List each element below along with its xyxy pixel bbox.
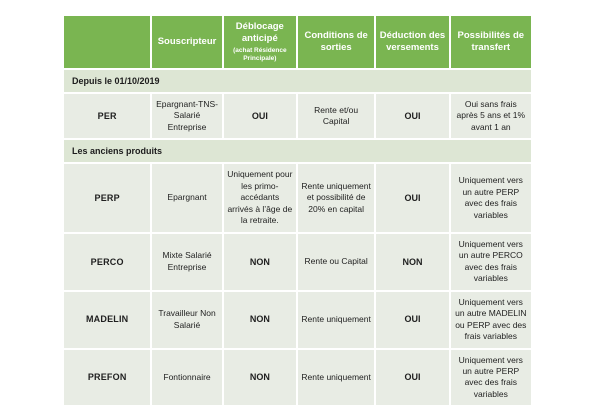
table-row [64, 94, 531, 138]
cell-product-name: PER [64, 94, 150, 138]
cell-early-release: NON [224, 292, 296, 348]
section-title: Depuis le 01/10/2019 [64, 70, 531, 92]
cell-early-release: NON [224, 350, 296, 406]
cell-early-release: NON [224, 234, 296, 290]
cell-subscriber: Travailleur Non Salarié [152, 292, 221, 348]
section-divider-row [64, 70, 531, 92]
cell-product-name: MADELIN [64, 292, 150, 348]
cell-exit-conditions: Rente uniquement et possibilité de 20% en capital [298, 164, 374, 231]
cell-exit-conditions: Rente ou Capital [298, 234, 374, 290]
column-header-transfer-options: Possibilités de transfert [451, 16, 531, 68]
section-title: Les anciens produits [64, 140, 531, 162]
column-header-payment-deduction: Déduction des versements [376, 16, 448, 68]
column-header-subscriber: Souscripteur [152, 16, 221, 68]
table-body [64, 70, 531, 405]
cell-transfer-options: Uniquement vers un autre PERP avec des frais variables [451, 350, 531, 406]
cell-subscriber: Mixte Salarié Entreprise [152, 234, 221, 290]
table-row [64, 164, 531, 231]
cell-payment-deduction: OUI [376, 292, 448, 348]
cell-product-name: PERCO [64, 234, 150, 290]
header-row [64, 16, 531, 68]
cell-subscriber: Fontionnaire [152, 350, 221, 406]
column-header-exit-conditions: Conditions de sorties [298, 16, 374, 68]
cell-payment-deduction: OUI [376, 164, 448, 231]
section-divider-row [64, 140, 531, 162]
table-row [64, 234, 531, 290]
cell-exit-conditions: Rente et/ou Capital [298, 94, 374, 138]
cell-product-name: PERP [64, 164, 150, 231]
table-row [64, 350, 531, 406]
cell-early-release: Uniquement pour les primo-accédants arrivés à l’âge de la retraite. [224, 164, 296, 231]
cell-transfer-options: Oui sans frais après 5 ans et 1% avant 1 an [451, 94, 531, 138]
table-row [64, 292, 531, 348]
cell-payment-deduction: OUI [376, 94, 448, 138]
cell-payment-deduction: NON [376, 234, 448, 290]
cell-transfer-options: Uniquement vers un autre PERCO avec des frais variables [451, 234, 531, 290]
retirement-products-comparison-table [62, 14, 533, 407]
cell-subscriber: Epargnant-TNS-Salarié Entreprise [152, 94, 221, 138]
cell-product-name: PREFON [64, 350, 150, 406]
cell-exit-conditions: Rente uniquement [298, 292, 374, 348]
cell-subscriber: Epargnant [152, 164, 221, 231]
column-header-early-release-title: Déblocage anticipé [235, 21, 284, 45]
cell-early-release: OUI [224, 94, 296, 138]
table-header [64, 16, 531, 68]
column-header-early-release-note: (achat Résidence Principale) [233, 47, 287, 62]
cell-transfer-options: Uniquement vers un autre PERP avec des frais variables [451, 164, 531, 231]
cell-exit-conditions: Rente uniquement [298, 350, 374, 406]
column-header-early-release [224, 16, 296, 68]
cell-transfer-options: Uniquement vers un autre MADELIN ou PERP avec des frais variables [451, 292, 531, 348]
column-header-product [64, 16, 150, 68]
cell-payment-deduction: OUI [376, 350, 448, 406]
